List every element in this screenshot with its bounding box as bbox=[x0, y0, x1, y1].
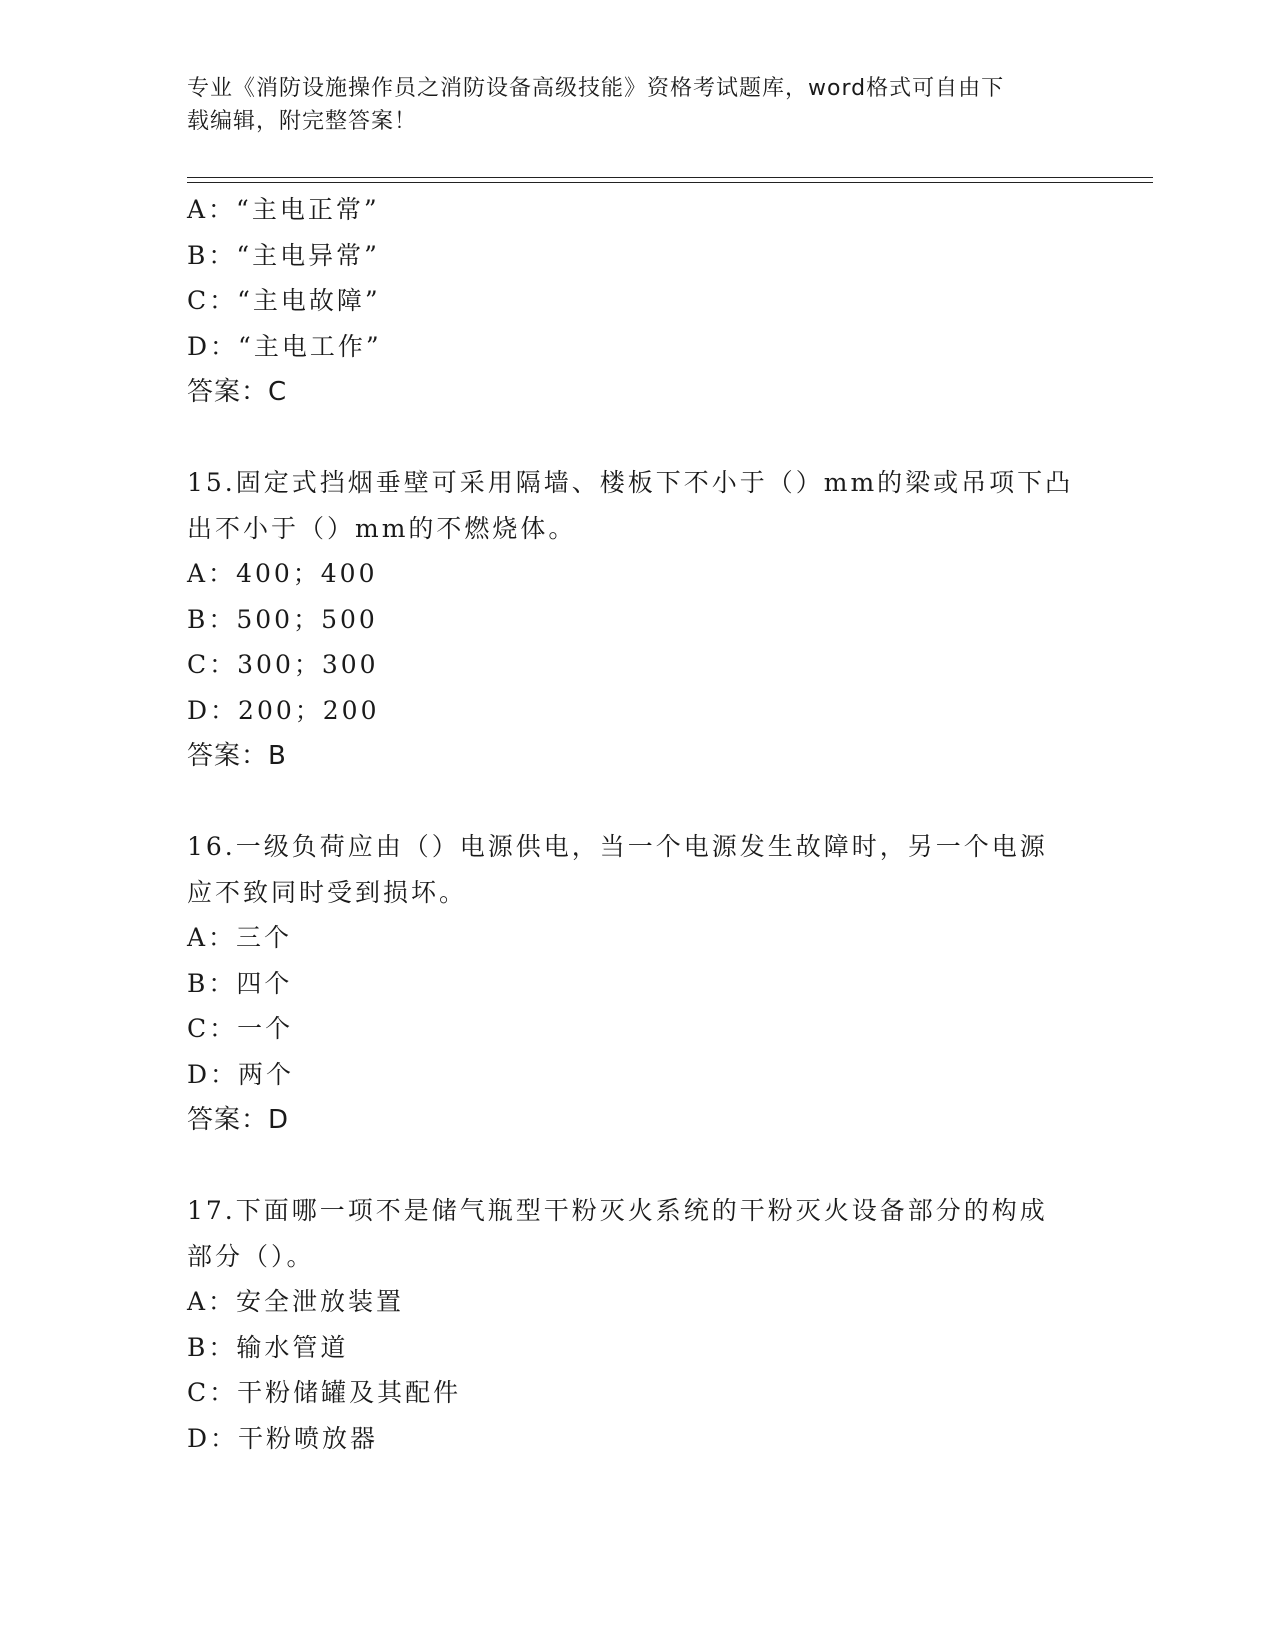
question-line: 15.固定式挡烟垂壁可采用隔墙、楼板下不小于（）mm的梁或吊项下凸 bbox=[187, 468, 1074, 497]
question-line: 部分（）。 bbox=[187, 1242, 315, 1271]
answer-line: 答案：D bbox=[187, 1105, 290, 1135]
answer-line: 答案：C bbox=[187, 377, 288, 407]
question-line: D：干粉喷放器 bbox=[187, 1424, 379, 1453]
question-line: 应不致同时受到损坏。 bbox=[187, 878, 468, 907]
question-line: B：500；500 bbox=[187, 605, 378, 634]
question-line: C：干粉储罐及其配件 bbox=[187, 1378, 462, 1407]
question-line: C：一个 bbox=[187, 1014, 294, 1043]
question-line: A：“主电正常” bbox=[187, 195, 380, 224]
header-divider-top bbox=[187, 177, 1153, 178]
question-line: D：200；200 bbox=[187, 696, 380, 725]
question-line: B：输水管道 bbox=[187, 1333, 349, 1362]
question-line: D：两个 bbox=[187, 1060, 295, 1089]
document-header bbox=[187, 72, 1087, 138]
question-line: B：四个 bbox=[187, 969, 293, 998]
question-line: D：“主电工作” bbox=[187, 332, 382, 361]
question-line: 16.一级负荷应由（）电源供电，当一个电源发生故障时，另一个电源 bbox=[187, 832, 1048, 861]
question-line: C：300；300 bbox=[187, 650, 379, 679]
header-divider-bottom bbox=[187, 182, 1153, 183]
header-line-2: 载编辑，附完整答案！ bbox=[187, 109, 418, 134]
question-line: B：“主电异常” bbox=[187, 241, 380, 270]
answer-line: 答案：B bbox=[187, 741, 287, 771]
header-line-1: 专业《消防设施操作员之消防设备高级技能》资格考试题库，word格式可自由下 bbox=[187, 76, 1005, 101]
question-line: A：400；400 bbox=[187, 559, 378, 588]
question-line: 出不小于（）mm的不燃烧体。 bbox=[187, 514, 577, 543]
question-line: A：安全泄放装置 bbox=[187, 1287, 405, 1316]
question-line: A：三个 bbox=[187, 923, 293, 952]
question-line: 17.下面哪一项不是储气瓶型干粉灭火系统的干粉灭火设备部分的构成 bbox=[187, 1196, 1048, 1225]
question-line: C：“主电故障” bbox=[187, 286, 381, 315]
